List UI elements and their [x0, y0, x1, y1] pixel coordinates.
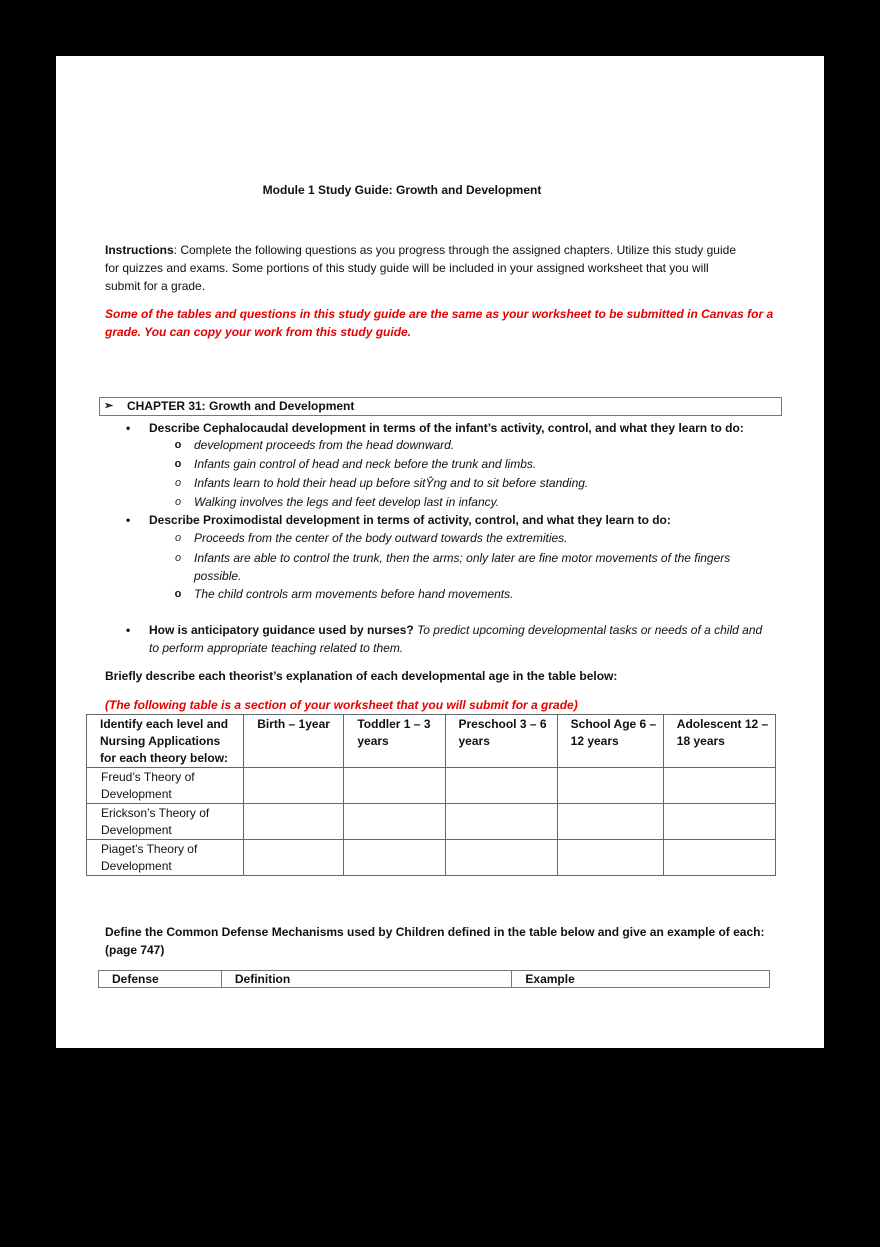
circle-bullet-icon: o [174, 477, 182, 489]
circle-bullet-icon: o [174, 439, 182, 451]
table-cell[interactable] [445, 768, 557, 804]
table-row [87, 768, 776, 804]
table-cell[interactable] [445, 804, 557, 840]
table-cell[interactable] [663, 840, 775, 876]
table-header: Preschool 3 – 6 years [445, 715, 557, 768]
circle-bullet-icon: o [174, 496, 182, 508]
table-cell[interactable] [344, 804, 445, 840]
question-prompt: How is anticipatory guidance used by nurses? [149, 623, 414, 637]
circle-bullet-icon: o [174, 532, 182, 544]
table-row [87, 840, 776, 876]
table-cell[interactable] [663, 804, 775, 840]
table-row [87, 804, 776, 840]
instructions-label: Instructions [105, 243, 174, 257]
circle-bullet-icon: o [174, 552, 182, 564]
worksheet-table-notice: (The following table is a section of your worksheet that you will submit for a grade) [105, 698, 578, 712]
worksheet-notice: Some of the tables and questions in this study guide are the same as your worksheet to be submitted in Canvas for a grade. You can copy your work from this study guide. [105, 307, 774, 339]
question-prompt: Describe Proximodistal development in terms of activity, control, and what they learn to do: [149, 513, 671, 527]
theory-name-cell: Erickson’s Theory of Development [87, 804, 244, 840]
table-header: Adolescent 12 – 18 years [663, 715, 775, 768]
table-cell[interactable] [557, 840, 663, 876]
defense-table [98, 970, 770, 988]
question-prompt: Describe Cephalocaudal development in terms of the infant’s activity, control, and what they learn to do: [149, 421, 744, 435]
theory-table [86, 714, 776, 876]
circle-bullet-icon: o [174, 588, 182, 600]
table-header: Defense [99, 971, 222, 988]
table-cell[interactable] [244, 840, 344, 876]
table-cell[interactable] [344, 840, 445, 876]
table-header: Toddler 1 – 3 years [344, 715, 445, 768]
arrow-bullet-icon: ➢ [104, 400, 114, 412]
chapter-label: CHAPTER 31: Growth and Development [127, 399, 355, 413]
table-header-row [99, 971, 770, 988]
theorist-prompt: Briefly describe each theorist’s explanation of each developmental age in the table below: [105, 669, 618, 683]
defense-prompt: Define the Common Defense Mechanisms used by Children defined in the table below and give an example of each: (page 747) [105, 925, 765, 957]
bullet-icon: • [126, 421, 131, 435]
instructions-paragraph: Instructions: Complete the following questions as you progress through the assigned chapters. Utilize this study guide for quizzes and exams. Some portions of this study guide will be included in your assigned worksheet that you will submit for a grade. [105, 243, 736, 293]
theory-name-cell: Freud’s Theory of Development [87, 768, 244, 804]
table-header: Birth – 1year [244, 715, 344, 768]
document-page: Module 1 Study Guide: Growth and Development Instructions: Complete the following questions as you progress through the assigned chapters. Utilize this study guide for quizzes and exams. Some portions of this study guide will be included in your assigned worksheet that you will submit for a grade. Some of the tables and questions in this study guide are the same as your worksheet to be submitted in Canvas for a grade. You can copy your work from this study guide. ➢ CHAPTER 31: Growth and Development • Describe Cephalocaudal development in terms of the infant’s activity, control, and what they learn to do: o development proceeds from the head downward. o Infants gain control of head and neck before the trunk and limbs. o Infants learn to hold their head up before sitŶng and to sit before standing. o Walking involves the legs and feet develop last in infancy. • Describe Proximodistal development in terms of activity, control, and what they learn to do: o Proceeds from the center of the body outward towards the extremities. o Infants are able to control the trunk, then the arms; only later are fine motor movements of the fingers possible. o The child controls arm movements before hand movements. • How is anticipatory guidance used by nurses? To predict upcoming developmental tasks or needs of a child and to perform appropriate teaching related to them. Briefly describe each theorist’s explanation of each developmental age in the table below: (The following table is a section of your worksheet that you will submit for a grade) Identify each level and Nursing Applications for each theory below: Birth – 1year Toddler 1 – 3 years Preschool 3 – 6 years School Age 6 – 12 years Adolescent 12 – 18 years Freud’s Theory of Development Erickson’s Theory of Development Piaget’s Theory of Development Define the Common Defense Mechanisms used by Children defined in the table below and give an example of each: (page 747) Defense Definition Example [56, 56, 824, 1048]
table-cell[interactable] [445, 840, 557, 876]
table-cell[interactable] [557, 768, 663, 804]
table-header: Identify each level and Nursing Applications for each theory below: [87, 715, 244, 768]
table-cell[interactable] [244, 768, 344, 804]
bullet-icon: • [126, 623, 131, 637]
table-header: School Age 6 – 12 years [557, 715, 663, 768]
table-header: Definition [221, 971, 512, 988]
table-cell[interactable] [663, 768, 775, 804]
table-cell[interactable] [557, 804, 663, 840]
table-cell[interactable] [344, 768, 445, 804]
circle-bullet-icon: o [174, 458, 182, 470]
table-header-row [87, 715, 776, 768]
table-cell[interactable] [244, 804, 344, 840]
page-title: Module 1 Study Guide: Growth and Development [262, 183, 542, 197]
chapter-heading [99, 397, 782, 416]
bullet-icon: • [126, 513, 131, 527]
theory-name-cell: Piaget’s Theory of Development [87, 840, 244, 876]
table-header: Example [512, 971, 770, 988]
